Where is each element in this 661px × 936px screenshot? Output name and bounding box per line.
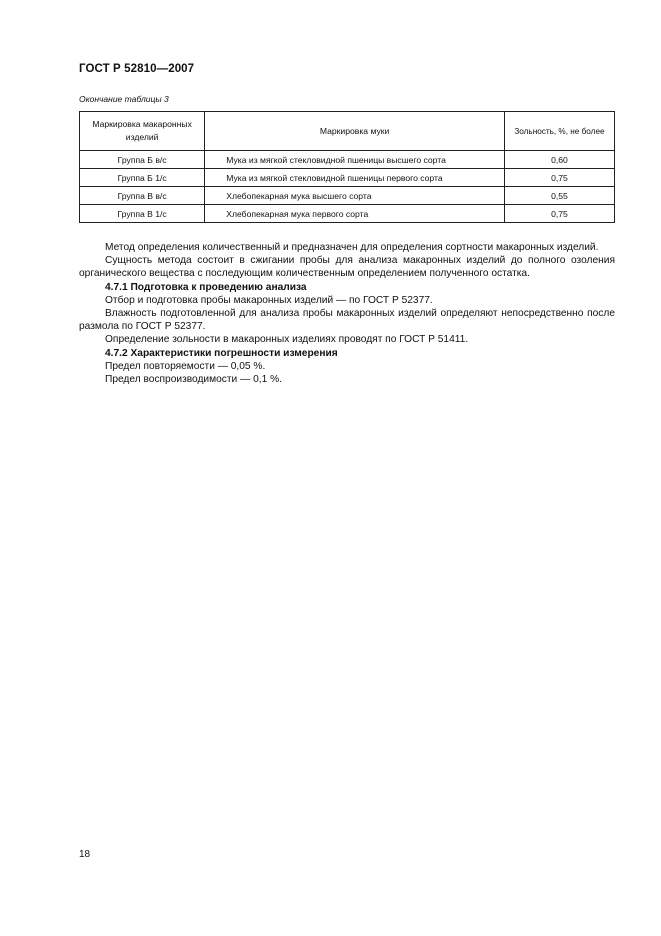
column-header-ash-content: Зольность, %, не более [504, 112, 614, 151]
table-row [80, 169, 615, 187]
paragraph-reproducibility-limit: Предел воспроизводимости — 0,1 %. [105, 374, 282, 386]
table-header-row [80, 112, 615, 151]
paragraph-sampling: Отбор и подготовка пробы макаронных изделий — по ГОСТ Р 52377. [105, 294, 433, 306]
cell-pasta-marking: Группа Б 1/с [80, 169, 205, 187]
ash-content-table [79, 111, 615, 223]
cell-flour-marking: Хлебопекарная мука первого сорта [205, 205, 505, 223]
column-header-flour-marking: Маркировка муки [205, 112, 505, 151]
cell-ash-content: 0,60 [504, 151, 614, 169]
table-row [80, 187, 615, 205]
paragraph-repeatability-limit: Предел повторяемости — 0,05 %. [105, 360, 266, 372]
cell-pasta-marking: Группа В в/с [80, 187, 205, 205]
paragraph-method-purpose: Метод определения количественный и предназначен для определения сортности макаронных изделий. [105, 242, 599, 253]
paragraph-method-essence: Сущность метода состоит в сжигании пробы для анализа макаронных изделий до полного озоления органического вещества с последующим количественным определением полученного остатка. [79, 255, 615, 280]
cell-flour-marking: Мука из мягкой стекловидной пшеницы высшего сорта [205, 151, 505, 169]
table-row [80, 151, 615, 169]
cell-ash-content: 0,75 [504, 169, 614, 187]
document-id-header: ГОСТ Р 52810—2007 [79, 63, 195, 75]
paragraph-moisture: Влажность подготовленной для анализа пробы макаронных изделий определяют непосредственно после размола по ГОСТ Р 52377. [79, 308, 615, 333]
method-description [79, 241, 615, 386]
page-number: 18 [79, 849, 91, 860]
cell-ash-content: 0,75 [504, 205, 614, 223]
cell-flour-marking: Хлебопекарная мука высшего сорта [205, 187, 505, 205]
cell-ash-content: 0,55 [504, 187, 614, 205]
cell-flour-marking: Мука из мягкой стекловидной пшеницы первого сорта [205, 169, 505, 187]
section-heading-4-7-2: 4.7.2 Характеристики погрешности измерения [105, 347, 338, 359]
paragraph-ash-determination: Определение зольности в макаронных изделиях проводят по ГОСТ Р 51411. [105, 334, 469, 346]
cell-pasta-marking: Группа В 1/с [80, 205, 205, 223]
section-heading-4-7-1: 4.7.1 Подготовка к проведению анализа [105, 281, 307, 293]
table-row [80, 205, 615, 223]
column-header-pasta-marking: Маркировка макаронных изделий [80, 112, 205, 151]
cell-pasta-marking: Группа Б в/с [80, 151, 205, 169]
table-caption: Окончание таблицы 3 [79, 94, 169, 104]
